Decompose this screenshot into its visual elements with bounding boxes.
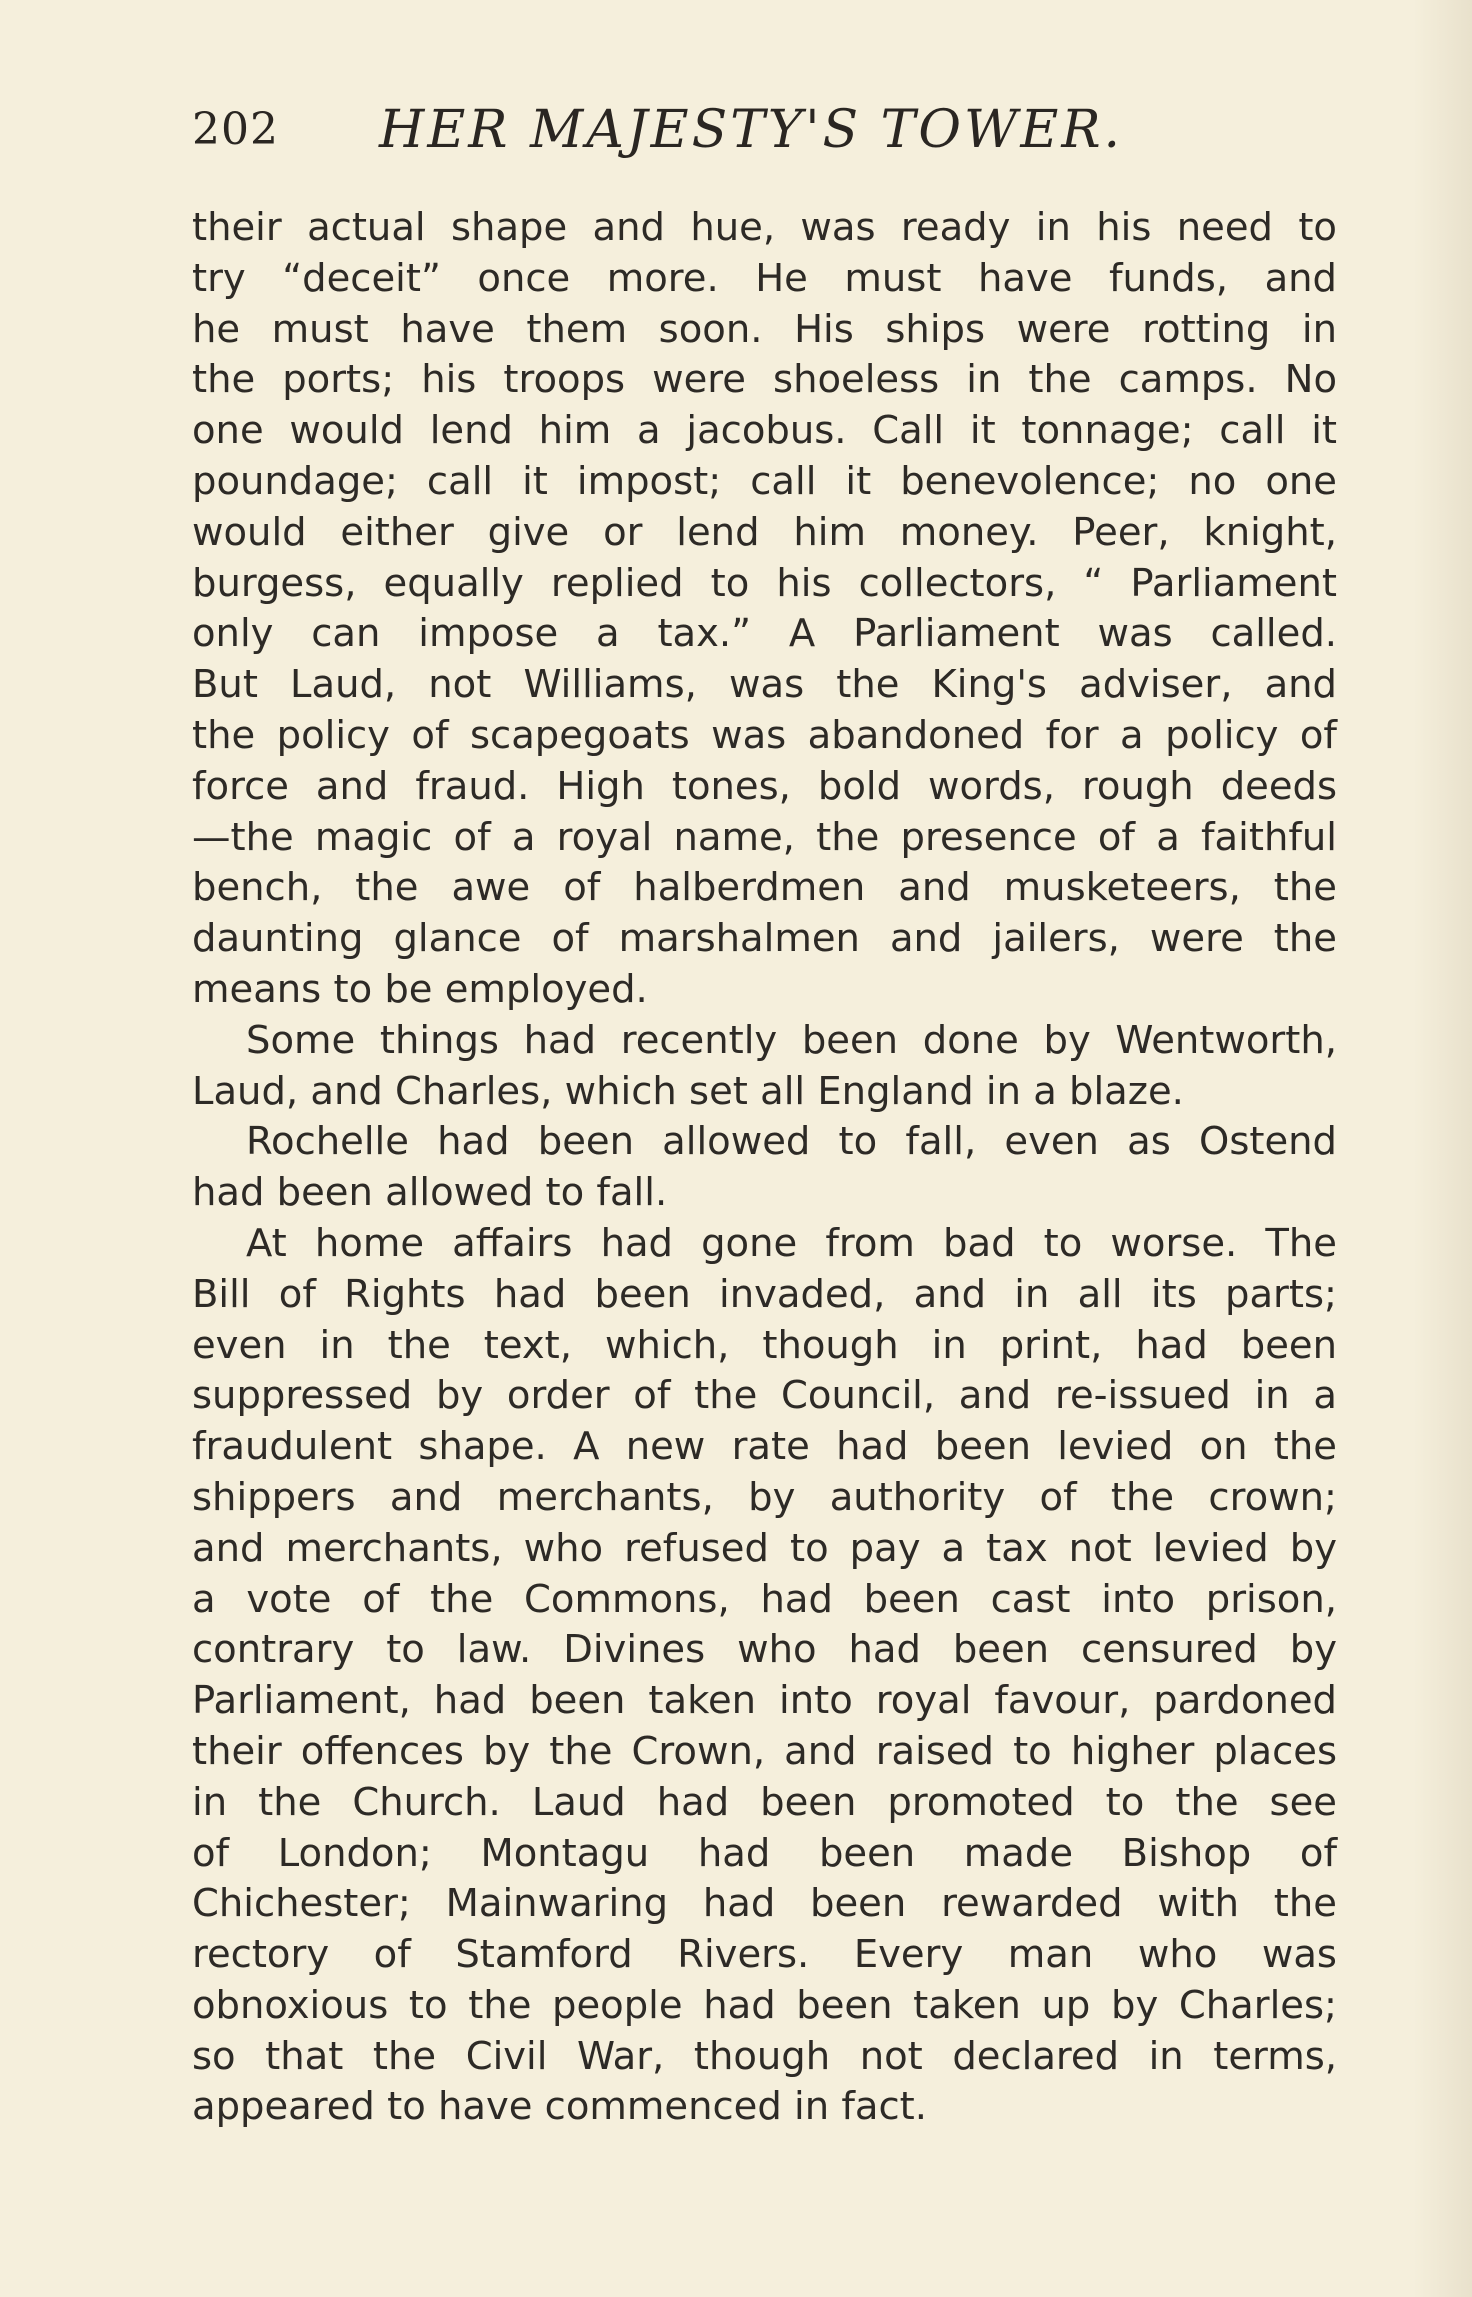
text-line: of London; Montagu had been made Bishop of: [192, 1830, 1337, 1876]
text-line: shippers and merchants, by authority of the crown;: [192, 1474, 1337, 1520]
text-line: he must have them soon. His ships were rotting in: [192, 306, 1337, 352]
text-line: appeared to have commenced in fact.: [192, 2084, 928, 2130]
text-line: obnoxious to the people had been taken up by Charles;: [192, 1982, 1337, 2028]
text-line: But Laud, not Williams, was the King's adviser, and: [192, 662, 1337, 708]
text-line: force and fraud. High tones, bold words, rough deeds: [192, 763, 1337, 809]
text-line: bench, the awe of halberdmen and musketeers, the: [192, 865, 1337, 911]
body-text: [192, 203, 1337, 2133]
text-line: fraudulent shape. A new rate had been levied on the: [192, 1424, 1337, 1470]
page-number: 202: [192, 104, 279, 155]
text-line: their offences by the Crown, and raised to higher places: [192, 1728, 1337, 1774]
text-line: Parliament, had been taken into royal favour, pardoned: [192, 1678, 1337, 1724]
text-line: even in the text, which, though in print, had been: [192, 1322, 1337, 1368]
text-line: means to be employed.: [192, 966, 648, 1012]
text-line: try “deceit” once more. He must have funds, and: [192, 255, 1337, 301]
text-line: the ports; his troops were shoeless in the camps. No: [192, 357, 1337, 403]
text-line: in the Church. Laud had been promoted to the see: [192, 1779, 1337, 1825]
text-line: At home affairs had gone from bad to worse. The: [246, 1220, 1337, 1266]
text-line: Some things had recently been done by Wentworth,: [246, 1017, 1337, 1063]
text-line: Laud, and Charles, which set all England in a blaze.: [192, 1068, 1184, 1114]
page-header: [192, 100, 1342, 170]
text-line: —the magic of a royal name, the presence of a faithful: [192, 814, 1337, 860]
text-line: Rochelle had been allowed to fall, even as Ostend: [246, 1119, 1337, 1165]
text-line: their actual shape and hue, was ready in his need to: [192, 205, 1337, 250]
text-line: suppressed by order of the Council, and re-issued in a: [192, 1373, 1337, 1419]
text-line: would either give or lend him money. Peer, knight,: [192, 509, 1337, 555]
text-line: only can impose a tax.” A Parliament was called.: [192, 611, 1337, 657]
text-line: daunting glance of marshalmen and jailers, were the: [192, 916, 1337, 962]
text-line: the policy of scapegoats was abandoned for a policy of: [192, 712, 1337, 758]
text-line: Chichester; Mainwaring had been rewarded with the: [192, 1881, 1337, 1927]
text-line: and merchants, who refused to pay a tax not levied by: [192, 1525, 1337, 1571]
running-head: HER MAJESTY'S TOWER.: [379, 100, 1124, 160]
text-line: contrary to law. Divines who had been censured by: [192, 1627, 1337, 1673]
text-line: burgess, equally replied to his collectors, “ Parliament: [192, 560, 1337, 606]
text-line: had been allowed to fall.: [192, 1170, 668, 1216]
text-line: poundage; call it impost; call it benevolence; no one: [192, 458, 1337, 504]
text-line: rectory of Stamford Rivers. Every man who was: [192, 1932, 1337, 1978]
text-line: Bill of Rights had been invaded, and in all its parts;: [192, 1271, 1337, 1317]
text-line: so that the Civil War, though not declared in terms,: [192, 2033, 1337, 2079]
text-line: a vote of the Commons, had been cast into prison,: [192, 1576, 1337, 1622]
text-line: one would lend him a jacobus. Call it tonnage; call it: [192, 408, 1337, 454]
